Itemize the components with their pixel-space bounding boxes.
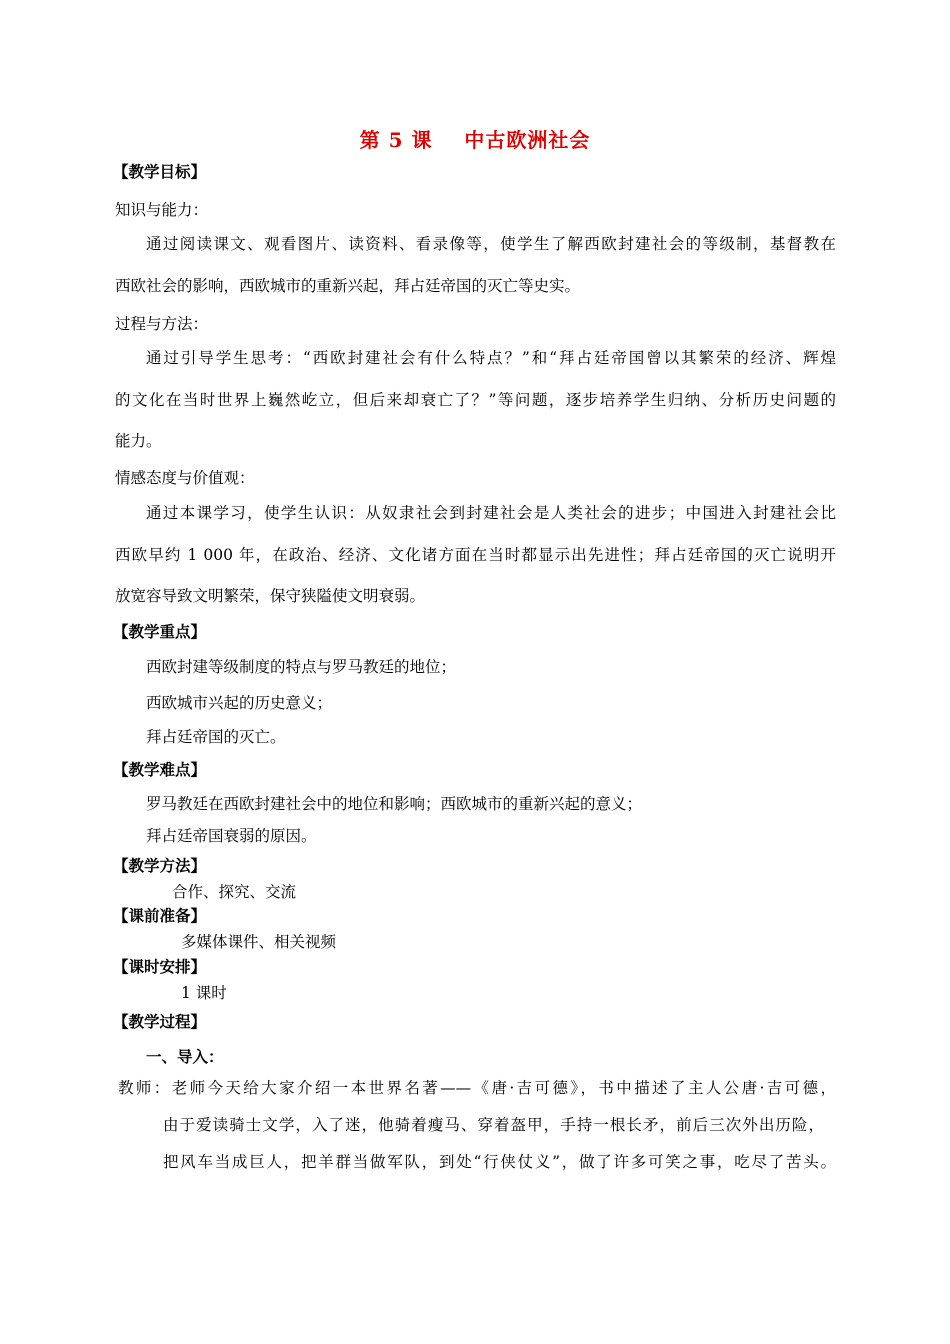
preparation-text: 多媒体课件、相关视频 xyxy=(181,933,337,951)
schedule-heading: 【课时安排】 xyxy=(113,957,207,976)
process-line: 能力。 xyxy=(115,432,162,450)
emotion-label: 情感态度与价值观： xyxy=(115,469,255,487)
difficulty-item: 拜占廷帝国衰弱的原因。 xyxy=(146,827,317,845)
emotion-line: 通过本课学习，使学生认识：从奴隶社会到封建社会是人类社会的进步；中国进入封建社会比 xyxy=(146,504,836,522)
goals-heading: 【教学目标】 xyxy=(113,162,207,181)
key-points-heading: 【教学重点】 xyxy=(113,622,207,641)
difficulty-item: 罗马教廷在西欧封建社会中的地位和影响；西欧城市的重新兴起的意义； xyxy=(146,795,643,813)
process-line: 通过引导学生思考：“西欧封建社会有什么特点？”和“拜占廷帝国曾以其繁荣的经济、辉煌 xyxy=(146,349,836,367)
intro-heading: 一、导入： xyxy=(146,1047,224,1066)
intro-line: 把风车当成巨人，把羊群当做军队，到处“行侠仗义”，做了许多可笑之事，吃尽了苦头。 xyxy=(163,1153,836,1171)
methods-heading: 【教学方法】 xyxy=(113,856,207,875)
knowledge-line: 通过阅读课文、观看图片、读资料、看录像等，使学生了解西欧封建社会的等级制，基督教在 xyxy=(146,235,836,253)
knowledge-label: 知识与能力： xyxy=(115,201,209,219)
knowledge-line: 西欧社会的影响，西欧城市的重新兴起，拜占廷帝国的灭亡等史实。 xyxy=(115,277,581,295)
difficulties-heading: 【教学难点】 xyxy=(113,760,207,779)
schedule-text: 1 课时 xyxy=(181,984,227,1002)
key-point-item: 西欧城市兴起的历史意义； xyxy=(146,694,333,712)
key-point-item: 拜占廷帝国的灭亡。 xyxy=(146,728,286,746)
emotion-line: 放宽容导致文明繁荣，保守狭隘使文明衰弱。 xyxy=(115,587,426,605)
key-point-item: 西欧封建等级制度的特点与罗马教廷的地位； xyxy=(146,658,457,676)
methods-text: 合作、探究、交流 xyxy=(172,883,297,901)
process-line: 的文化在当时世界上巍然屹立，但后来却衰亡了？”等问题，逐步培养学生归纳、分析历史问题的 xyxy=(115,391,836,409)
process-heading: 【教学过程】 xyxy=(113,1012,207,1031)
emotion-line: 西欧早约 1 000 年，在政治、经济、文化诸方面在当时都显示出先进性；拜占廷帝国的灭亡说明开 xyxy=(115,546,836,564)
intro-line: 由于爱读骑士文学，入了迷，他骑着瘦马、穿着盔甲，手持一根长矛，前后三次外出历险， xyxy=(163,1116,824,1134)
lesson-title: 第 5 课 中古欧洲社会 xyxy=(359,128,591,152)
preparation-heading: 【课前准备】 xyxy=(113,906,207,925)
process-label: 过程与方法： xyxy=(115,315,209,333)
intro-line: 教师：老师今天给大家介绍一本世界名著——《唐·吉可德》，书中描述了主人公唐·吉可德， xyxy=(118,1079,836,1097)
